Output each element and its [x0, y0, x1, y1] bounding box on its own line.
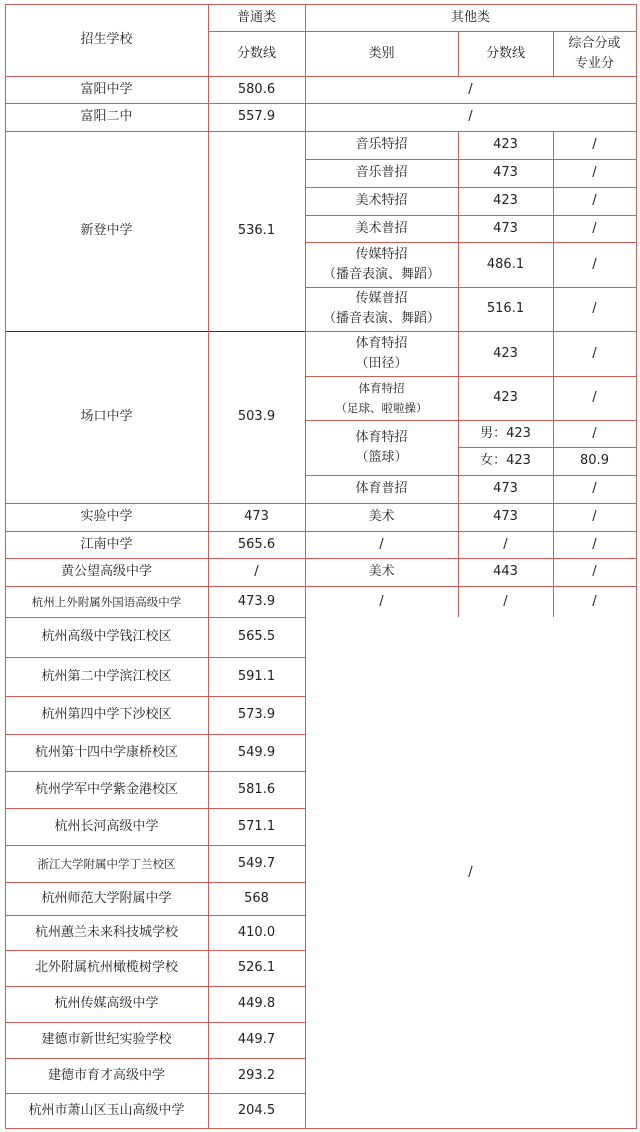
- other-type: 体育特招 （田径）: [355, 335, 408, 371]
- other-score-male: 男：423: [480, 425, 531, 441]
- school-name: 杭州高级中学钱江校区: [41, 629, 172, 644]
- other-type: 音乐普招: [355, 165, 408, 180]
- regular-score: 473.9: [237, 593, 276, 609]
- regular-score: 573.9: [237, 707, 276, 722]
- school-name: 浙江大学附属中学丁兰校区: [37, 856, 176, 871]
- regular-score: 473: [244, 509, 269, 524]
- other-type: 美术普招: [355, 220, 408, 236]
- other-type: 体育特招 （篮球）: [355, 429, 408, 465]
- grid-line: [553, 31, 554, 76]
- other-empty: /: [468, 864, 473, 880]
- grid-line: [5, 4, 636, 5]
- regular-score: 557.9: [237, 109, 276, 124]
- header-other-type: 类别: [368, 45, 395, 61]
- school-name: 杭州第二中学滨江校区: [41, 668, 172, 684]
- other-score-female: 女：423: [480, 453, 531, 468]
- school-name: 实验中学: [80, 509, 133, 524]
- composite-score: /: [592, 193, 597, 208]
- composite-score: /: [592, 481, 597, 496]
- other-score: /: [503, 593, 508, 609]
- other-score: 473: [493, 481, 518, 496]
- school-name: 建德市育才高级中学: [47, 1067, 165, 1083]
- other-type: /: [379, 593, 384, 609]
- grid-line: [305, 1128, 636, 1129]
- school-name: 杭州第四中学下沙校区: [41, 707, 172, 722]
- grid-line: [305, 242, 636, 243]
- composite-score: /: [592, 220, 597, 236]
- grid-line: [5, 734, 305, 735]
- grid-line: [5, 696, 305, 697]
- regular-score: 526.1: [237, 960, 276, 975]
- regular-score: 503.9: [237, 409, 276, 424]
- other-score: 423: [493, 345, 518, 361]
- composite-score: /: [592, 345, 597, 361]
- regular-score: 449.7: [237, 1032, 276, 1047]
- other-type: 体育普招: [355, 481, 408, 496]
- school-name: 杭州蕙兰未来科技城学校: [34, 924, 178, 940]
- school-name: 富阳二中: [80, 109, 133, 124]
- grid-line: [5, 131, 636, 132]
- school-name: 杭州学军中学紫金港校区: [34, 781, 178, 797]
- grid-line: [5, 1022, 305, 1023]
- grid-line: [305, 475, 636, 476]
- grid-line: [5, 558, 636, 559]
- grid-line: [5, 1058, 305, 1059]
- grid-line: [5, 771, 305, 772]
- grid-line: [458, 447, 636, 448]
- grid-line: [305, 187, 636, 188]
- grid-line: [458, 31, 459, 76]
- regular-score: 568: [244, 890, 269, 906]
- grid-line: [5, 882, 305, 883]
- grid-line: [208, 4, 209, 1129]
- grid-line: [636, 4, 637, 1129]
- header-regular-score: 分数线: [236, 45, 276, 61]
- grid-line: [5, 845, 305, 846]
- school-name: 北外附属杭州橄榄树学校: [34, 960, 178, 975]
- composite-score: /: [592, 165, 597, 180]
- other-type: 体育特招 （足球、啦啦操）: [335, 381, 428, 415]
- other-score: 443: [493, 564, 518, 579]
- grid-line: [5, 1093, 305, 1094]
- grid-line: [5, 915, 305, 916]
- regular-score: 410.0: [237, 924, 276, 940]
- other-type: 美术: [368, 509, 395, 524]
- other-type: /: [379, 536, 384, 552]
- grid-line: [5, 986, 305, 987]
- regular-score: 536.1: [237, 223, 276, 238]
- regular-score: /: [254, 564, 259, 579]
- grid-line: [208, 31, 636, 32]
- grid-line: [5, 103, 636, 104]
- composite-score: 80.9: [580, 453, 609, 468]
- regular-score: 591.1: [237, 668, 276, 684]
- grid-line: [5, 4, 6, 1129]
- grid-line: [5, 657, 305, 658]
- grid-line: [5, 1128, 305, 1129]
- school-name: 杭州市萧山区玉山高级中学: [28, 1102, 185, 1118]
- grid-line: [5, 503, 636, 504]
- grid-line: [305, 4, 306, 1129]
- school-name: 杭州师范大学附属中学: [41, 890, 172, 906]
- other-score: 486.1: [486, 256, 525, 272]
- school-name: 杭州上外附属外国语高级中学: [31, 594, 182, 609]
- regular-score: 565.6: [237, 536, 276, 552]
- other-score: 473: [493, 165, 518, 180]
- other-score: 516.1: [486, 301, 525, 316]
- school-name: 黄公望高级中学: [60, 564, 152, 579]
- regular-score: 293.2: [237, 1067, 276, 1083]
- composite-score: /: [592, 390, 597, 405]
- regular-score: 204.5: [237, 1102, 276, 1118]
- regular-score: 581.6: [237, 781, 276, 797]
- grid-line: [5, 331, 305, 332]
- grid-line: [305, 159, 636, 160]
- school-name: 杭州长河高级中学: [54, 818, 159, 834]
- regular-score: 565.5: [237, 629, 276, 644]
- other-score: 423: [493, 193, 518, 208]
- header-school: 招生学校: [80, 32, 133, 47]
- grid-line: [553, 131, 554, 617]
- other-score: 473: [493, 220, 518, 236]
- school-name: 江南中学: [80, 536, 133, 552]
- school-name: 场口中学: [80, 409, 133, 424]
- grid-line: [5, 808, 305, 809]
- header-composite: 综合分或 专业分: [568, 35, 621, 71]
- regular-score: 549.7: [237, 855, 276, 871]
- other-score: 423: [493, 137, 518, 152]
- school-name: 建德市新世纪实验学校: [41, 1032, 172, 1047]
- composite-score: /: [592, 256, 597, 272]
- composite-score: /: [592, 137, 597, 152]
- grid-line: [458, 131, 459, 617]
- header-other-score: 分数线: [485, 45, 525, 61]
- header-regular: 普通类: [236, 9, 276, 25]
- other-type: 传媒特招 （播音表演、舞蹈）: [322, 246, 440, 282]
- grid-line: [305, 215, 636, 216]
- grid-line: [5, 586, 636, 587]
- grid-line: [305, 420, 636, 421]
- other-type: 音乐特招: [355, 137, 408, 152]
- grid-line: [5, 531, 636, 532]
- composite-score: /: [592, 536, 597, 552]
- composite-score: /: [592, 301, 597, 316]
- grid-line: [305, 376, 636, 377]
- regular-score: 549.9: [237, 744, 276, 760]
- school-name: 杭州传媒高级中学: [54, 996, 159, 1011]
- grid-line: [5, 950, 305, 951]
- regular-score: 571.1: [237, 818, 276, 834]
- composite-score: /: [592, 564, 597, 579]
- grid-line: [305, 331, 636, 332]
- school-name: 杭州第十四中学康桥校区: [34, 744, 178, 760]
- other-type: 美术特招: [355, 193, 408, 208]
- grid-line: [305, 287, 636, 288]
- header-other: 其他类: [450, 9, 490, 25]
- school-name: 新登中学: [80, 223, 133, 238]
- grid-line: [5, 76, 636, 77]
- other-empty: /: [468, 81, 473, 97]
- other-empty: /: [468, 109, 473, 124]
- other-score: 423: [493, 390, 518, 405]
- composite-score: /: [592, 509, 597, 524]
- grid-line: [5, 617, 305, 618]
- other-type: 美术: [368, 564, 395, 579]
- composite-score: /: [592, 593, 597, 609]
- regular-score: 449.8: [237, 996, 276, 1011]
- school-name: 富阳中学: [80, 81, 133, 97]
- other-type: 传媒普招 （播音表演、舞蹈）: [322, 291, 440, 326]
- other-score: /: [503, 536, 508, 552]
- regular-score: 580.6: [237, 81, 276, 97]
- other-score: 473: [493, 509, 518, 524]
- composite-score: /: [592, 425, 597, 441]
